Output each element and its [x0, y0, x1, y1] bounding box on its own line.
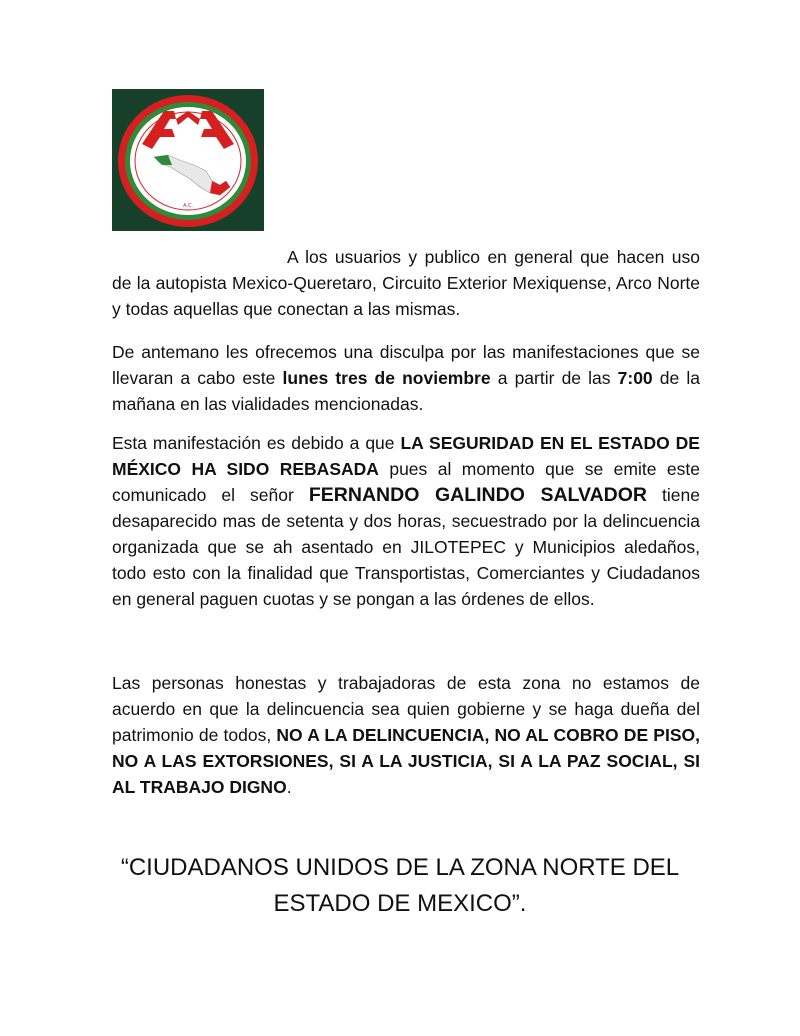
apology-text: a partir de las: [490, 368, 618, 388]
paragraph-reason: [112, 430, 700, 612]
demands-text: .: [286, 777, 292, 797]
reason-text: pues al momento que se emite este comunicado el señor: [112, 459, 700, 505]
paragraph-demands: [112, 670, 700, 800]
date-highlight: lunes tres de noviembre: [282, 368, 491, 388]
organization-logo: [112, 89, 264, 231]
demands-text: Las personas honestas y trabajadoras de esta zona no estamos de acuerdo en que la delincuencia sea quien gobierne y se haga dueña del patrimonio de todos,: [112, 673, 700, 745]
apology-text: de la mañana en las vialidades mencionadas.: [112, 368, 700, 414]
greeting-text: A los usuarios y publico en general que hacen uso de la autopista Mexico-Queretaro, Circuito Exterior Mexiquense, Arco Norte y todas aquellas que conectan a las mismas.: [112, 247, 700, 319]
time-highlight: 7:00: [617, 368, 653, 388]
apology-text: De antemano les ofrecemos una disculpa por las manifestaciones que se llevaran a cabo este: [112, 342, 700, 388]
closing-line-2: ESTADO DE MEXICO”.: [273, 890, 527, 917]
paragraph-apology: [112, 339, 700, 417]
reason-text: tiene desaparecido mas de setenta y dos horas, secuestrado por la delincuencia organizada que se ah asentado en JILOTEPEC y Municipios aledaños, todo esto con la finalidad que Transportistas, Comerciantes y Ciudadanos en general paguen cuotas y se pongan a las órdenes de ellos.: [112, 485, 700, 609]
security-highlight: LA SEGURIDAD EN EL ESTADO DE MÉXICO HA SIDO REBASADA: [112, 433, 700, 479]
reason-text: Esta manifestación es debido a que: [112, 433, 401, 453]
paragraph-greeting: [112, 244, 700, 322]
svg-text:A.C.: A.C.: [183, 203, 193, 209]
person-name-highlight: FERNANDO GALINDO SALVADOR: [308, 484, 647, 506]
demands-highlight: NO A LA DELINCUENCIA, NO AL COBRO DE PISO, NO A LAS EXTORSIONES, SI A LA JUSTICIA, SI A LA PAZ SOCIAL, SI AL TRABAJO DIGNO: [112, 725, 700, 797]
closing-signature: [100, 850, 700, 922]
closing-line-1: “CIUDADANOS UNIDOS DE LA ZONA NORTE DEL: [120, 854, 680, 881]
